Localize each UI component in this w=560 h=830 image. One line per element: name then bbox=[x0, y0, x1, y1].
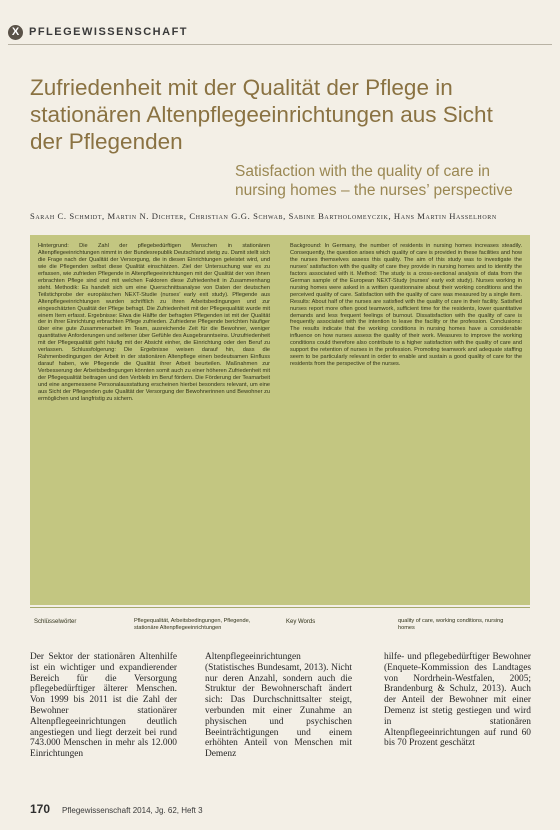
body-column-2: Altenpflegeeinrichtungen (Statistisches Bundesamt, 2013). Nicht nur deren Anzahl, sondern auch die Struktur der Bewohnerschaft ändert sich: Das Durchschnittsalter steigt, verbunden mit einer Zunahme an physischen und psychischen Beeinträchtigungen und einem erhöhten Anteil von Menschen mit Demenz bbox=[205, 652, 352, 760]
header-divider bbox=[8, 44, 552, 45]
abstract-english: Background: In Germany, the number of residents in nursing homes increases steadily. Consequently, the question arises which quality of care is provided in these facilities and how the nurses themselves assess this quality. The aim of this study was to investigate the nurses’ satisfaction with the quality of care they provide in nursing homes and to identify the factors associated with it. Method: The study is a cross-sectional analysis of data from the German sample of the European NEXT-Study (nurses’ early exit study). Nurses working in nursing homes were asked in a written questionnaire about their working conditions and the perceived quality of care. Satisfaction with the quality of care was measured by a single item. Results: About half of the nurses are satisfied with the quality of care in their facility. Satisfied nurses report more often good teamwork, sufficient time for the residents, lower quantitative demands and less frequent feelings of burnout. Dissatisfaction with the quality of care is frequently associated with the intention to leave the facility or the profession. Conclusions: The results indicate that the working conditions in nursing homes have a considerable influence on how nurses assess the quality of their work. Measures to improve the working conditions could therefore also contribute to a higher satisfaction with the quality of care and support the retention of nurses in the profession. Promoting teamwork and adequate staffing seem to be particularly relevant in order to enable and sustain a good quality of care for the residents from the perspective of the nurses. bbox=[290, 243, 522, 368]
abstract-german: Hintergrund: Die Zahl der pflegebedürftigen Menschen in stationären Altenpflegeeinrichtungen nimmt in der Bundesrepublik Deutschland stetig zu. Damit stellt sich die Frage nach der Qualität der Versorgung, die in diesen Einrichtungen geleistet wird, und wie die Pflegenden selbst diese Qualität einschätzen. Ziel der Untersuchung war es zu erfassen, wie zufrieden Pflegende in Altenpflegeeinrichtungen mit der Qualität der von ihnen erbrachten Pflege sind und mit welchen Faktoren diese Zufriedenheit in Zusammenhang steht. Methodik: Es handelt sich um eine Querschnittsanalyse von Daten der deutschen Teilstichprobe der europäischen NEXT-Studie (nurses’ early exit study). Pflegende aus Altenpflegeeinrichtungen wurden schriftlich zu ihren Arbeitsbedingungen und zur eingeschätzten Qualität der Pflege befragt. Die Zufriedenheit mit der Pflegequalität wurde mit einem Item erfasst. Ergebnisse: Etwa die Hälfte der befragten Pflegenden ist mit der Qualität der in ihrer Einrichtung erbrachten Pflege zufrieden. Zufriedene Pflegende berichten häufiger über eine gute Zusammenarbeit im Team, ausreichende Zeit für die Bewohner, weniger quantitative Anforderungen und seltener über Gefühle des Ausgebranntseins. Unzufriedenheit mit der Pflegequalität geht häufig mit der Absicht einher, die Einrichtung oder den Beruf zu verlassen. Schlussfolgerung: Die Ergebnisse weisen darauf hin, dass die Rahmenbedingungen der Arbeit in der stationären Altenpflege einen bedeutsamen Einfluss darauf haben, wie Pflegende die Qualität ihrer Arbeit beurteilen. Maßnahmen zur Verbesserung der Arbeitsbedingungen könnten somit auch zu einer höheren Zufriedenheit mit der Pflegequalität beitragen und den Verbleib im Beruf fördern. Die Förderung der Teamarbeit und eine angemessene Personalausstattung erscheinen hierbei besonders relevant, um eine aus Sicht der Pflegenden gute Qualität der Versorgung der Bewohnerinnen und Bewohner zu ermöglichen und langfristig zu sichern. bbox=[38, 243, 270, 402]
journal-citation: Pflegewissenschaft 2014, Jg. 62, Heft 3 bbox=[62, 806, 203, 815]
keywords-german: Pflegequalität, Arbeitsbedingungen, Pflegende, stationäre Altenpflegeeinrichtungen bbox=[134, 618, 251, 631]
page-number: 170 bbox=[30, 802, 51, 816]
author-list: Sarah C. Schmidt, Martin N. Dichter, Christian G.G. Schwab, Sabine Bartholomeyczik, Hans Martin Hasselhorn bbox=[30, 211, 497, 221]
article-title-german: Zufriedenheit mit der Qualität der Pflege in stationären Altenpflegeeinrichtungen aus Sicht der Pflegenden bbox=[30, 75, 493, 154]
body-column-3: hilfe- und pflegebedürftiger Bewohner (Enquete-Kommission des Landtages von Nordrhein-Westfalen, 2005; Brandenburg & Schulz, 2013). Auch der Anteil der Bewohner mit einer Demenz ist stetig gestiegen und wird in stationären Altenpflegeeinrichtungen auf rund 60 bis 70 Prozent geschätzt bbox=[384, 652, 531, 749]
body-column-1: Der Sektor der stationären Altenhilfe ist ein wichtiger und expandierender Bereich für die Versorgung pflegebedürftiger älterer Menschen. Von 1999 bis 2011 ist die Zahl der Bewohner stationärer Altenpflegeeinrichtungen deutlich angestiegen und liegt derzeit bei rund 743.000 Menschen in mehr als 12.000 Einrichtungen bbox=[30, 652, 177, 760]
keywords-german-label: Schlüsselwörter bbox=[34, 619, 77, 625]
section-header bbox=[8, 22, 188, 42]
keywords-english-label: Key Words bbox=[286, 619, 316, 625]
abstract-box bbox=[30, 235, 530, 605]
section-badge-icon: X bbox=[8, 25, 23, 40]
keywords-english: quality of care, working conditions, nursing homes bbox=[398, 618, 504, 631]
article-title-english: Satisfaction with the quality of care in nursing homes – the nurses’ perspective bbox=[235, 163, 513, 199]
section-label: PFLEGEWISSENSCHAFT bbox=[29, 26, 189, 38]
keywords-divider bbox=[30, 607, 530, 608]
page-footer bbox=[30, 802, 203, 816]
